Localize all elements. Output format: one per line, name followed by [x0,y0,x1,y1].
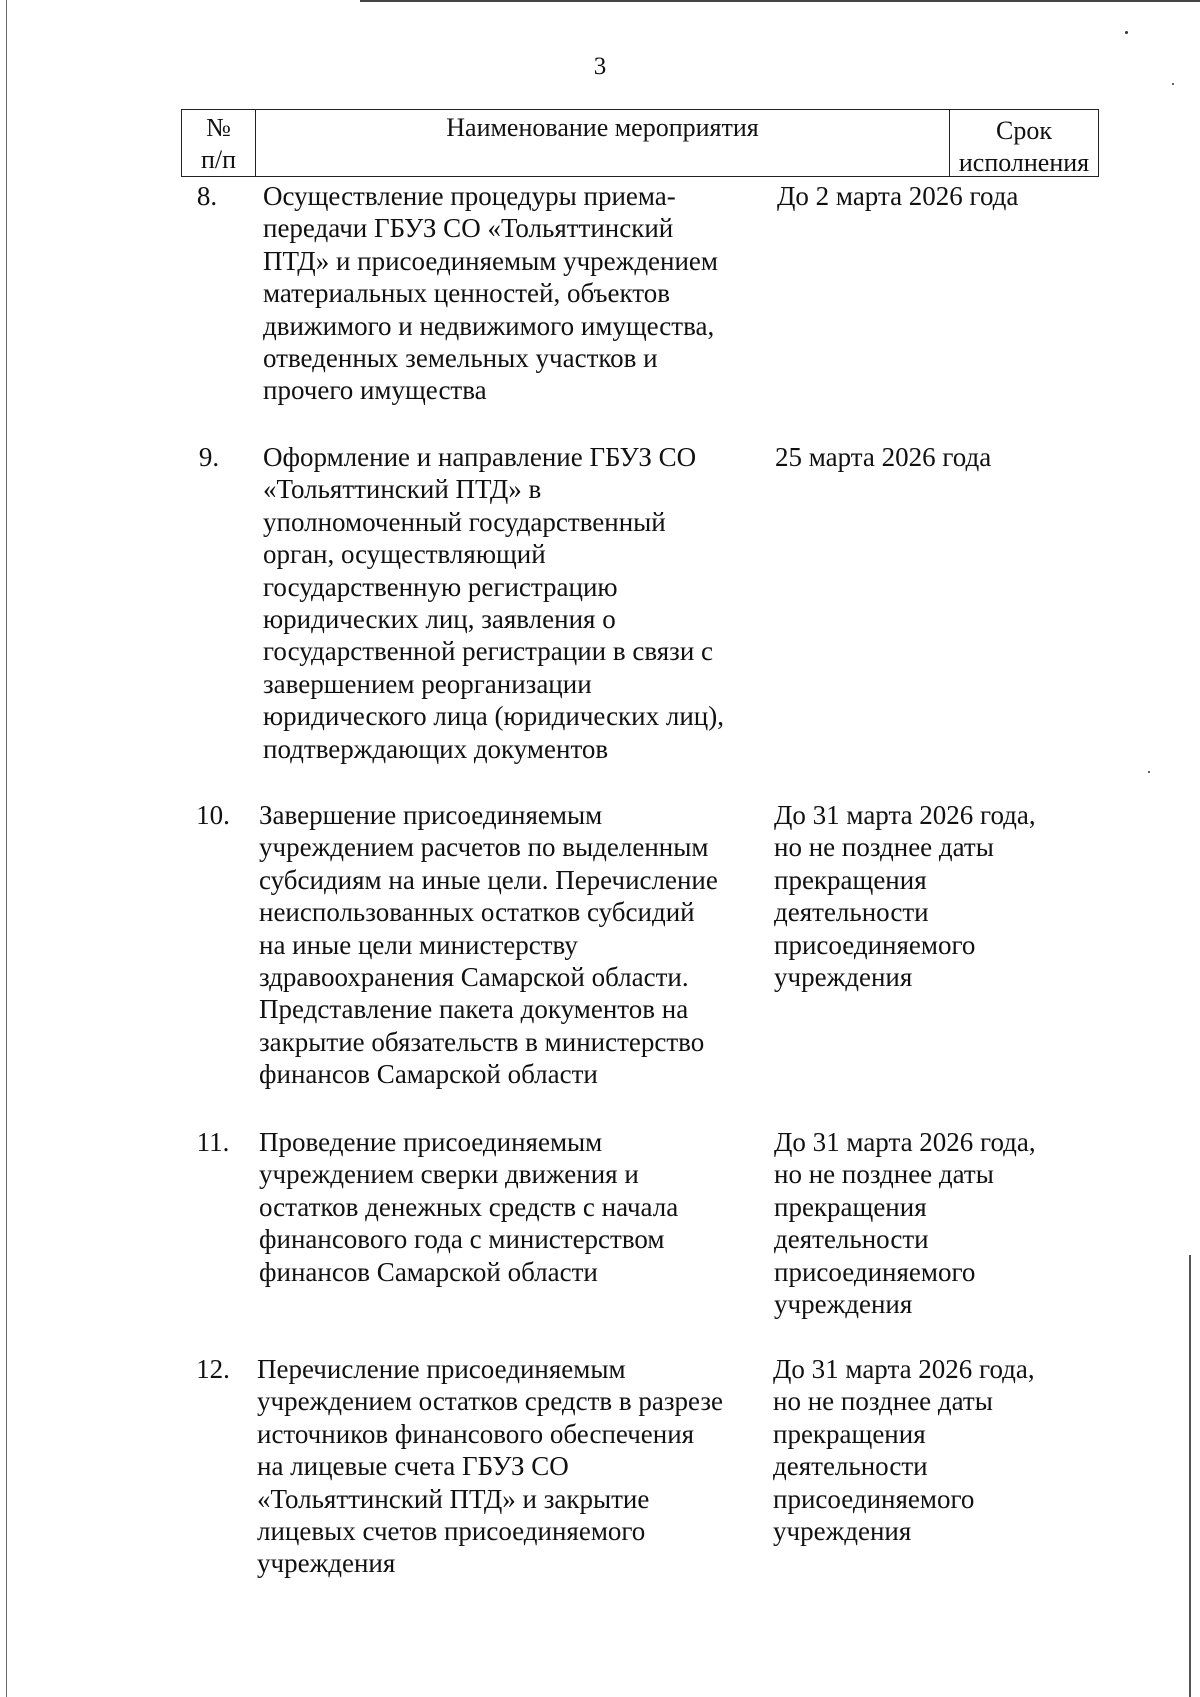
deadline-line: прекращения [774,1191,927,1222]
row-number: 8. [196,181,218,211]
header-number-column [182,110,256,176]
deadline-line: прекращения [773,1418,926,1449]
activity-line: на лицевые счета ГБУЗ СО [257,1451,569,1482]
activity-line: Оформление и направление ГБУЗ СО [263,442,697,472]
activity-line: движимого и недвижимого имущества, [263,310,715,341]
deadline-line: До 31 марта 2026 года, [774,1127,1036,1157]
header-name-label: Наименование мероприятия [446,113,759,142]
activity-line: юридического лица (юридических лиц), [263,701,724,732]
row-deadline [777,180,1077,212]
activity-line: финансов Самарской области [259,1059,598,1090]
scan-speck [1172,83,1174,85]
table-header [181,109,1099,177]
activity-line: финансов Самарской области [259,1256,598,1287]
activity-line: здравоохранения Самарской области. [259,962,689,993]
row-deadline [774,1126,1074,1320]
deadline-line: но не позднее даты [773,1386,993,1417]
row-number: 12. [196,1354,230,1384]
deadline-line: учреждения [774,1289,913,1320]
header-number-sign: № [206,113,231,142]
deadline-line: но не позднее даты [774,1159,994,1190]
activity-line: «Тольяттинский ПТД» в [263,474,542,505]
activity-line: лицевых счетов присоединяемого [257,1516,646,1547]
activity-line: отведенных земельных участков и [263,343,658,374]
row-number: 10. [196,800,230,830]
row-activity [263,180,943,407]
deadline-line: присоединяемого [774,929,976,960]
header-name-column [256,110,950,176]
activity-line: Осуществление процедуры приема- [263,181,676,211]
activity-line: субсидиям на иные цели. Перечисление [259,864,718,895]
activity-line: источников финансового обеспечения [257,1418,695,1449]
activity-line: Завершение присоединяемым [259,800,603,830]
scan-edge-top [360,0,1200,2]
deadline-line: До 2 марта 2026 года [777,181,1019,211]
activity-line: учреждением расчетов по выделенным [259,832,709,863]
activity-line: государственную регистрацию [263,571,618,602]
header-number-abbr: п/п [200,145,237,174]
activity-line: завершением реорганизации [263,668,592,699]
row-number: 11. [196,1127,230,1157]
row-deadline [775,441,1075,473]
activity-line: учреждением сверки движения и [259,1159,639,1190]
activity-line: прочего имущества [263,375,487,406]
deadline-line: деятельности [774,1224,929,1255]
deadline-line: 25 марта 2026 года [775,442,992,472]
deadline-line: учреждения [774,962,913,993]
activity-line: закрытие обязательств в министерство [259,1026,705,1057]
activity-line: остатков денежных средств с начала [259,1191,679,1222]
deadline-line: До 31 марта 2026 года, [774,800,1036,830]
header-term-column [950,110,1098,176]
scan-edge-right [1189,1255,1191,1697]
activity-line: финансового года с министерством [259,1224,665,1255]
deadline-line: присоединяемого [773,1483,975,1514]
deadline-line: учреждения [773,1516,912,1547]
activity-line: учреждением остатков средств в разрезе [257,1386,724,1417]
activity-line: неиспользованных остатков субсидий [259,897,695,928]
activity-line: юридических лиц, заявления о [263,604,616,635]
page-number: 3 [593,53,607,80]
activity-line: материальных ценностей, объектов [263,278,670,309]
deadline-line: но не позднее даты [774,832,994,863]
deadline-line: До 31 марта 2026 года, [773,1354,1035,1384]
row-activity [263,441,943,765]
activity-line: уполномоченный государственный [263,506,666,537]
activity-line: Проведение присоединяемым [259,1127,603,1157]
scan-speck [1148,771,1150,773]
activity-line: на иные цели министерству [259,929,578,960]
activity-line: учреждения [257,1548,396,1579]
deadline-line: присоединяемого [774,1256,976,1287]
row-number: 9. [198,442,220,472]
row-deadline [773,1353,1073,1547]
activity-line: государственной регистрации в связи с [263,636,714,667]
activity-line: передачи ГБУЗ СО «Тольяттинский [263,213,674,244]
scan-speck [1125,31,1128,34]
deadline-line: деятельности [773,1451,928,1482]
activity-line: Перечисление присоединяемым [257,1354,626,1384]
deadline-line: деятельности [774,897,929,928]
deadline-line: прекращения [774,864,927,895]
row-deadline [774,799,1074,993]
activity-line: Представление пакета документов на [259,994,689,1025]
activity-line: подтверждающих документов [263,733,609,764]
activity-line: орган, осуществляющий [263,539,546,570]
scan-edge-left [6,0,7,1697]
header-term-label: Срок исполнения [958,116,1090,177]
activity-line: ПТД» и присоединяемым учреждением [263,245,719,276]
activity-line: «Тольяттинский ПТД» и закрытие [257,1483,650,1514]
